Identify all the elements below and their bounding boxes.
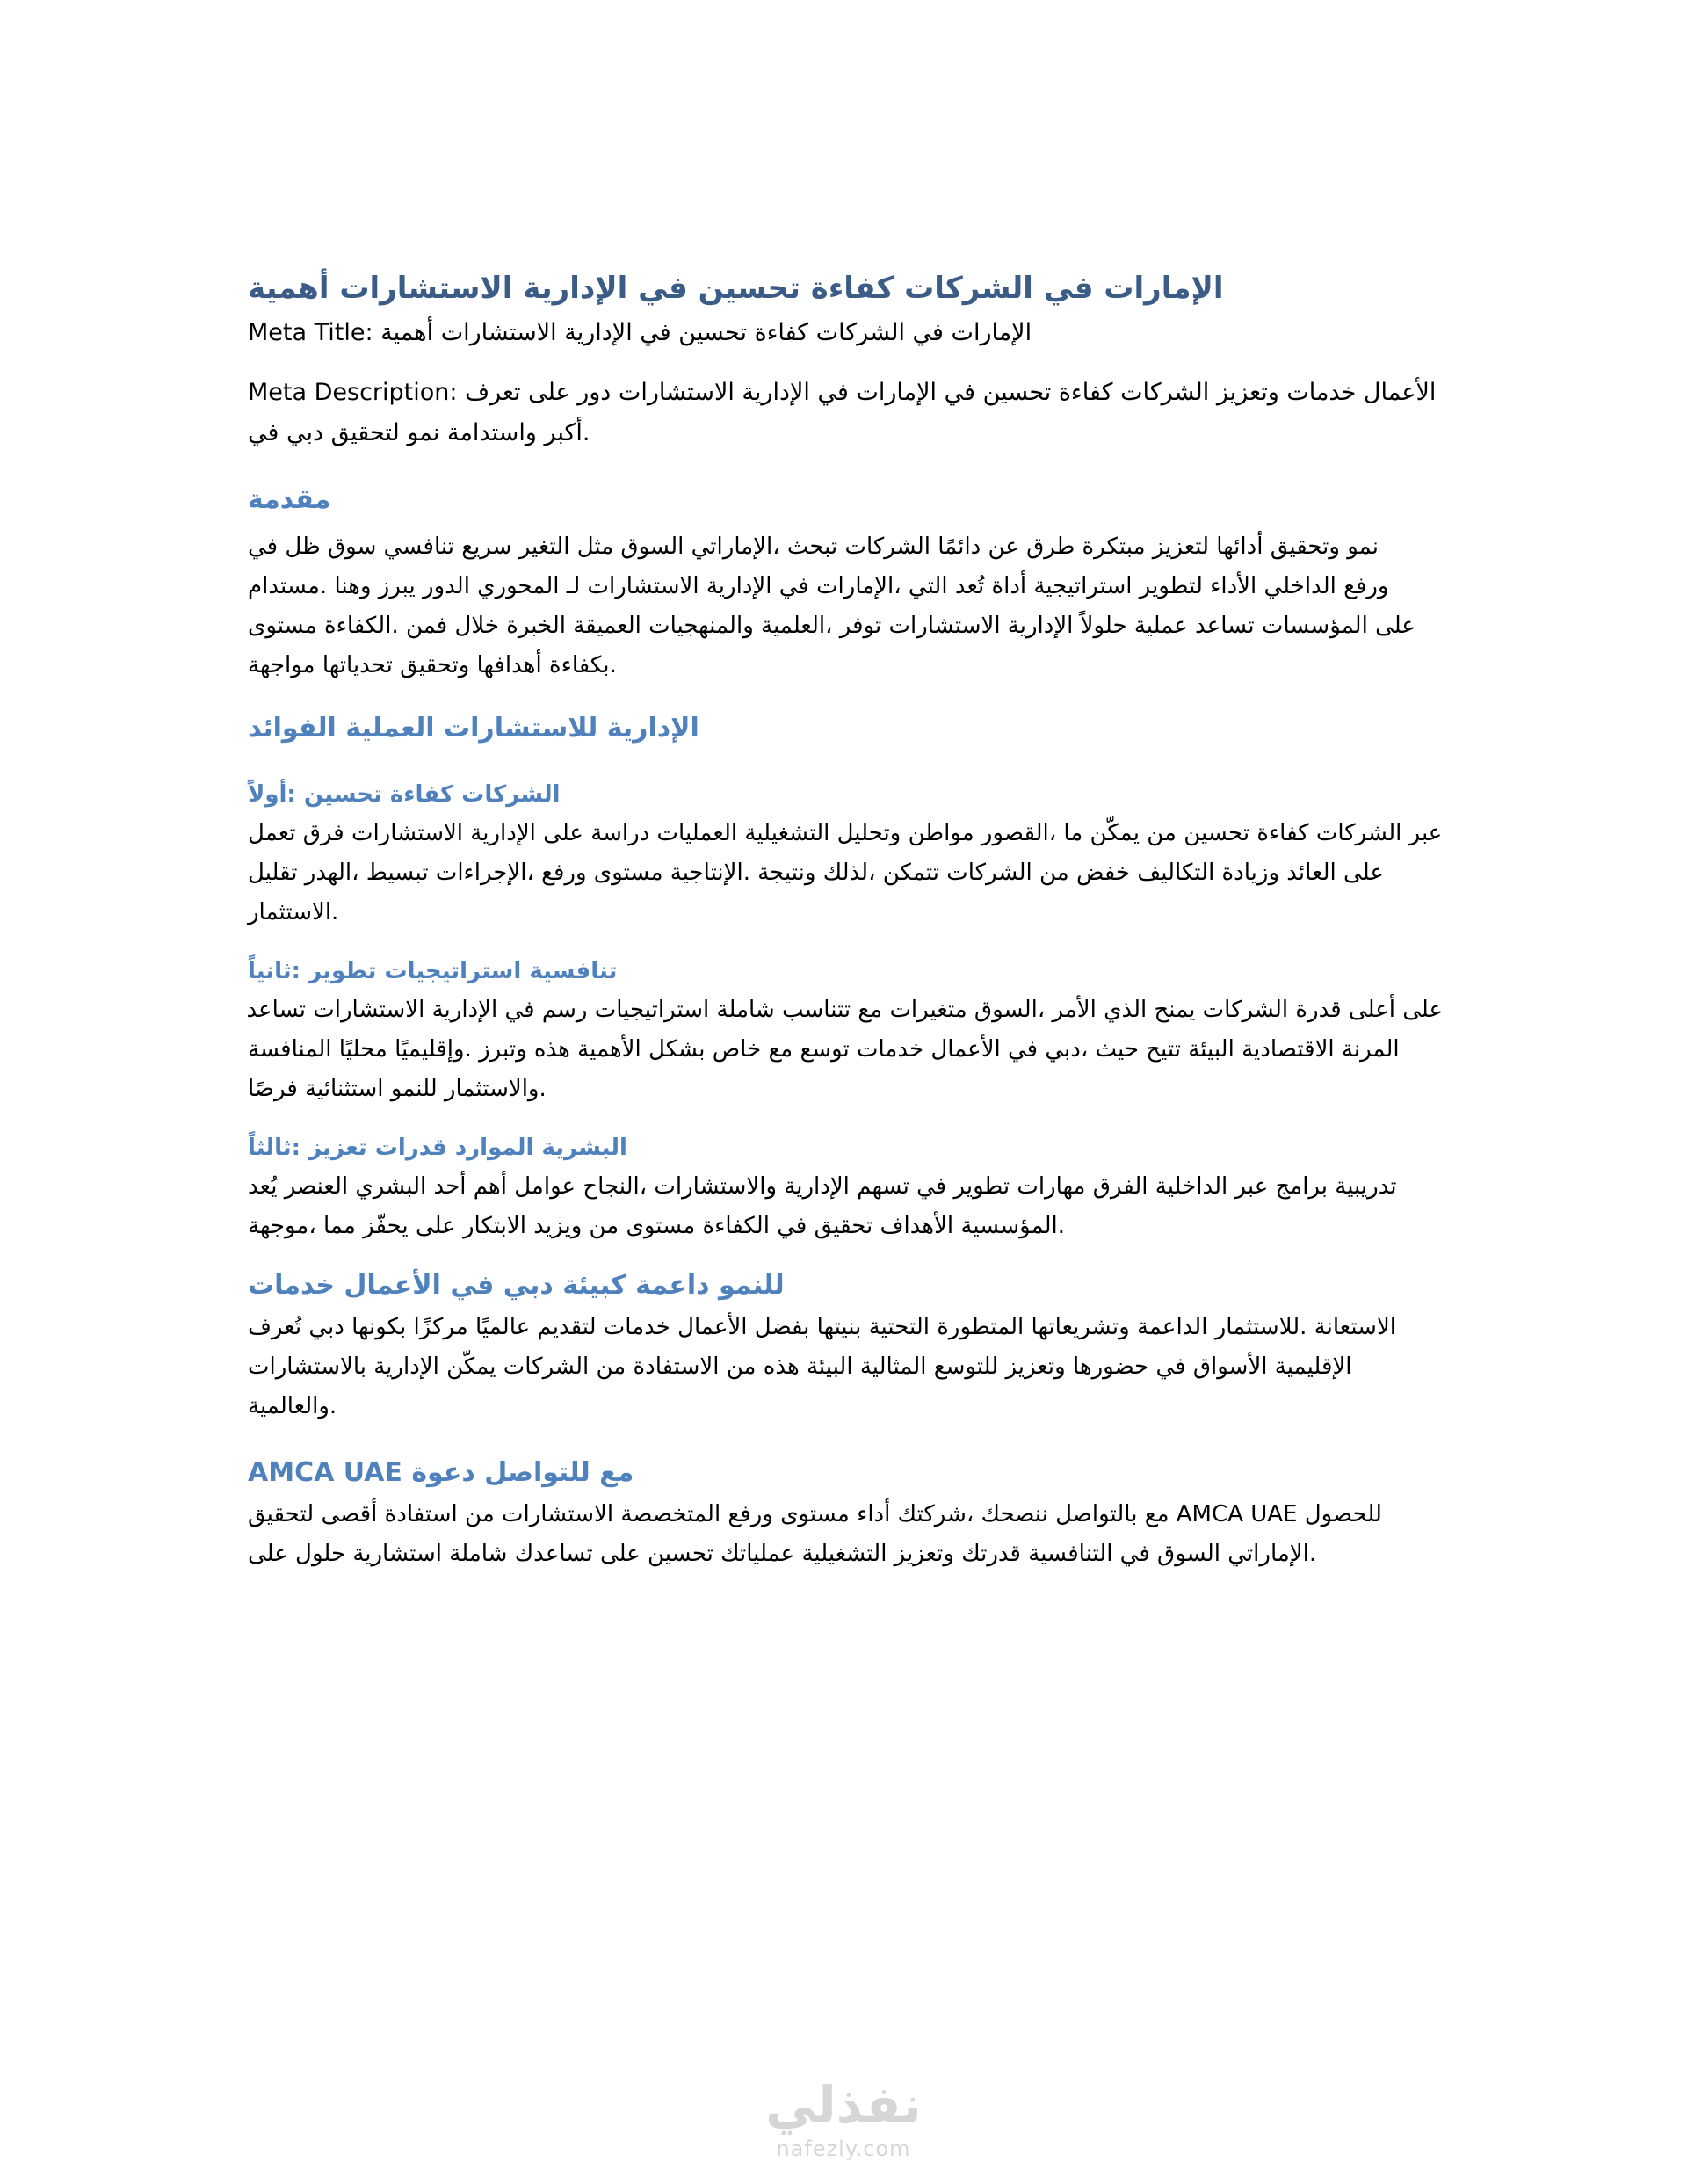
paragraph-line: ورفع الداخلي الأداء لتطوير استراتيجية أداة تُعد التي ،الإمارات في الإدارية الاستشارات لـ المحوري الدور يبرز وهنا .مستدام xyxy=(248,573,1389,599)
subsection-heading-strategies: تنافسية استراتيجيات تطوير :ثانياً xyxy=(248,958,618,984)
meta-title-line: الإمارات في الشركات كفاءة تحسين في الإدارية الاستشارات أهمية :Meta Title xyxy=(248,319,1032,346)
paragraph-line: الاستعانة .للاستثمار الداعمة وتشريعاتها المتطورة التحتية بنيتها بفضل الأعمال خدمات لتقديم عالميًا مركزًا بكونها دبي تُعرف xyxy=(248,1314,1396,1340)
subsection-human-resources xyxy=(248,1128,1443,1246)
paragraph-line: .بكفاءة أهدافها وتحقيق تحدياتها مواجهة xyxy=(248,652,617,678)
paragraph-line: .والعالمية xyxy=(248,1393,337,1419)
section-heading-call-to-action: AMCA UAE مع للتواصل دعوة xyxy=(248,1457,634,1488)
paragraph-efficiency xyxy=(248,814,1443,932)
document-page xyxy=(248,264,1443,1574)
paragraph-line: الإقليمية الأسواق في حضورها وتعزيز للتوسع المثالية البيئة هذه من الاستفادة من الشركات يمكّن الإدارية بالاستشارات xyxy=(248,1353,1352,1380)
paragraph-line: المرنة الاقتصادية البيئة تتيح حيث ،دبي في الأعمال خدمات توسع مع خاص بشكل الأهمية هذه وتبرز .وإقليميًا محليًا المنافسة xyxy=(248,1036,1400,1063)
paragraph-line: تدريبية برامج عبر الداخلية الفرق مهارات تطوير في تسهم الإدارية والاستشارات ،النجاح عوامل أهم أحد البشري العنصر يُعد xyxy=(248,1173,1397,1200)
paragraph-line: .الاستثمار xyxy=(248,899,339,925)
paragraph-line: على أعلى قدرة الشركات يمنح الذي الأمر ،السوق متغيرات مع تتناسب شاملة استراتيجيات رسم في الإدارية الاستشارات تساعد xyxy=(246,997,1443,1023)
paragraph-line: .المؤسسية الأهداف تحقيق في الكفاءة مستوى من ويزيد الابتكار على يحفّز مما ،موجهة xyxy=(248,1213,1066,1239)
subsection-strategies xyxy=(248,952,1443,1109)
paragraph-line: على العائد وزيادة التكاليف خفض من الشركات تتمكن ،لذلك ونتيجة .الإنتاجية مستوى ورفع ،الإجراءات تبسيط ،الهدر تقليل xyxy=(248,860,1384,886)
paragraph-line: نمو وتحقيق أدائها لتعزيز مبتكرة طرق عن دائمًا الشركات تبحث ،الإماراتي السوق مثل التغير سريع تنافسي سوق ظل في xyxy=(248,533,1379,560)
paragraph-dubai-services xyxy=(248,1308,1443,1426)
section-introduction xyxy=(248,478,1443,686)
subsection-heading-human-resources: البشرية الموارد قدرات تعزيز :ثالثاً xyxy=(248,1135,627,1161)
watermark-logo: نفذلي xyxy=(765,2075,922,2135)
paragraph-introduction xyxy=(248,527,1443,686)
page-title: الإمارات في الشركات كفاءة تحسين في الإدارية الاستشارات أهمية xyxy=(248,271,1224,306)
paragraph-strategies xyxy=(248,990,1443,1109)
meta-description-block xyxy=(248,373,1443,453)
section-heading-introduction: مقدمة xyxy=(248,484,331,515)
nafezly-watermark xyxy=(738,2074,949,2171)
paragraph-line: .الإماراتي السوق في التنافسية قدرتك وتعزيز التشغيلية عملياتك تحسين على تساعدك شاملة استشارية حلول على xyxy=(248,1541,1317,1567)
paragraph-call-to-action xyxy=(248,1495,1443,1574)
section-heading-dubai-services: للنمو داعمة كبيئة دبي في الأعمال خدمات xyxy=(248,1270,785,1301)
meta-description-line: الأعمال خدمات وتعزيز الشركات كفاءة تحسين في الإمارات في الإدارية الاستشارات دور على تعرف :Meta Description xyxy=(248,379,1437,406)
section-benefits xyxy=(248,707,1443,751)
paragraph-line: .والاستثمار للنمو استثنائية فرصًا xyxy=(248,1076,547,1102)
watermark-url: nafezly.com xyxy=(776,2137,911,2161)
paragraph-line: عبر الشركات كفاءة تحسين من يمكّن ما ،القصور مواطن وتحليل التشغيلية العمليات دراسة على الإدارية الاستشارات فرق تعمل xyxy=(248,820,1443,846)
paragraph-human-resources xyxy=(248,1167,1443,1246)
section-heading-benefits: الإدارية للاستشارات العملية الفوائد xyxy=(248,713,699,744)
paragraph-line: للحصول AMCA UAE مع بالتواصل ننصحك ،شركتك أداء مستوى ورفع المتخصصة الاستشارات من استفادة أقصى لتحقيق xyxy=(248,1501,1382,1527)
subsection-heading-efficiency: الشركات كفاءة تحسين :أولاً xyxy=(248,781,561,808)
section-call-to-action xyxy=(248,1451,1443,1574)
meta-description-line: .أكبر واستدامة نمو لتحقيق دبي في xyxy=(248,419,590,446)
section-dubai-services xyxy=(248,1264,1443,1426)
paragraph-line: على المؤسسات تساعد عملية حلولاً الإدارية الاستشارات توفر ،العلمية والمنهجيات العميقة الخبرة خلال فمن .الكفاءة مستوى xyxy=(248,613,1415,639)
subsection-efficiency xyxy=(248,775,1443,932)
